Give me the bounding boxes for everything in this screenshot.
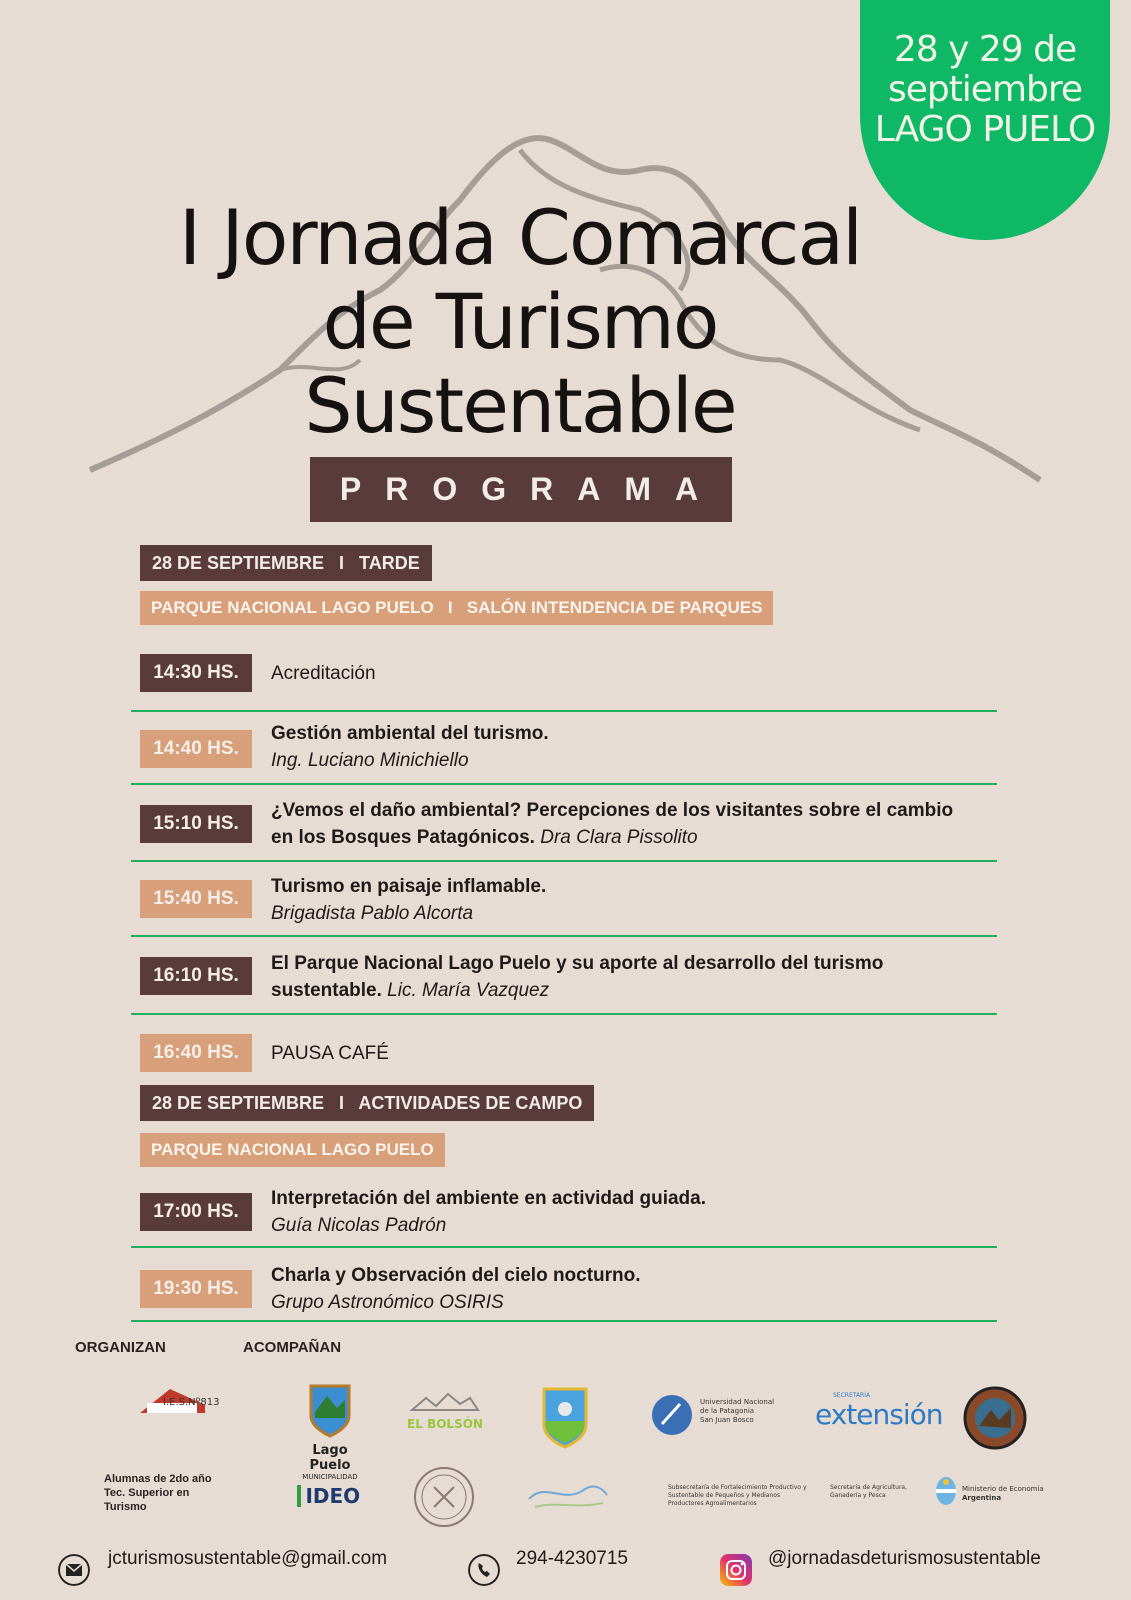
item-title: Charla y Observación del cielo nocturno. [271,1265,641,1286]
instagram-icon [720,1554,752,1586]
sub-line1: Subsecretaría de Fortalecimiento Productivo y [668,1484,807,1491]
email-icon [58,1554,90,1586]
item-speaker: Grupo Astronómico OSIRIS [271,1292,504,1313]
item-time: 16:10 HS. [140,957,252,995]
phone-icon [468,1554,500,1586]
title-line3: Sustentable [304,361,736,450]
unp-line2: de la Patagonia [700,1407,755,1415]
item-time: 14:40 HS. [140,730,252,768]
item-speaker: Lic. María Vazquez [387,980,550,1001]
ideo-text: IDEO [305,1484,361,1508]
badge-line3: LAGO PUELO [874,109,1096,150]
section2-location: PARQUE NACIONAL LAGO PUELO [140,1133,445,1167]
item-text: Acreditación [271,663,376,684]
min-line1: Ministerio de Economía [962,1485,1044,1493]
sub-line3: Productores Agroalimentarios [668,1500,757,1507]
divider [131,783,997,785]
lago-puelo-sub: MUNICIPALIDAD [302,1473,358,1481]
event-title [0,193,1040,450]
item-title: ¿Vemos el daño ambiental? Percepciones de los visitantes sobre el cambio en los Bosques Patagónicos. [271,800,954,848]
unp-line3: San Juan Bosco [700,1416,754,1424]
ies-logo [135,1385,220,1440]
item-title: Interpretación del ambiente en actividad guiada. [271,1188,706,1209]
item-time: 17:00 HS. [140,1193,252,1231]
agricultura-logo [830,1484,907,1500]
shield-logo [540,1385,590,1451]
section1-header: 28 DE SEPTIEMBRE I TARDE [140,545,432,581]
acompanan-label: ACOMPAÑAN [243,1339,342,1356]
footer-email[interactable]: jcturismosustentable@gmail.com [108,1548,388,1569]
ideo-logo [297,1484,360,1514]
item-time: 15:10 HS. [140,805,252,843]
item-time: 16:40 HS. [140,1034,252,1072]
divider [131,1013,997,1015]
item-title: Gestión ambiental del turismo. [271,723,549,744]
item-time: 15:40 HS. [140,880,252,918]
alumnas-credit [104,1472,212,1514]
section2-header: 28 DE SEPTIEMBRE I ACTIVIDADES DE CAMPO [140,1085,594,1121]
alumnas-line3: Turismo [104,1501,147,1513]
item-time: 19:30 HS. [140,1270,252,1308]
item-text: PAUSA CAFÉ [271,1043,389,1064]
subsecretaria-logo [668,1484,807,1508]
divider [131,1320,997,1322]
title-line2: de Turismo [322,277,718,366]
ministerio-logo [962,1485,1044,1503]
extension-top: SECRETARÍA [833,1392,871,1399]
organizan-label: ORGANIZAN [75,1339,166,1356]
title-line1: I Jornada Comarcal [178,193,862,282]
circle-emblem-logo [412,1465,476,1529]
item-speaker: Dra Clara Pissolito [540,827,698,848]
extension-logo [815,1392,943,1436]
item-speaker: Guía Nicolas Padrón [271,1215,447,1236]
extension-text: extensión [815,1398,943,1431]
badge-line1: 28 y 29 de [893,29,1077,70]
item-title: El Parque Nacional Lago Puelo y su aporte al desarrollo del turismo sustentable. [271,953,884,1001]
divider [131,710,997,712]
round-seal-logo [963,1386,1027,1450]
programa-banner: PROGRAMA [310,457,732,522]
item-title: Turismo en paisaje inflamable. [271,876,547,897]
unp-line1: Universidad Nacional [700,1398,775,1406]
item-speaker: Brigadista Pablo Alcorta [271,903,474,924]
argentina-emblem-icon [935,1476,957,1506]
el-bolson-text: EL BOLSÓN [407,1417,483,1431]
lago-puelo-logo [290,1382,370,1481]
badge-line2: septiembre [887,69,1083,110]
min-line2: Argentina [962,1494,1002,1502]
section1-location: PARQUE NACIONAL LAGO PUELO I SALÓN INTENDENCIA DE PARQUES [140,591,773,625]
footer-phone[interactable]: 294-4230715 [516,1548,628,1569]
el-bolson-logo [405,1392,485,1432]
epuyen-logo [525,1475,610,1515]
sub-line2: Sustentable de Pequeños y Medianos [668,1492,781,1499]
alumnas-line1: Alumnas de 2do año [104,1473,212,1485]
divider [131,860,997,862]
item-time: 14:30 HS. [140,654,252,692]
footer-instagram[interactable]: @jornadasdeturismosustentable [768,1548,1041,1569]
unp-logo [650,1390,800,1440]
ideo-bar-icon [297,1485,301,1507]
divider [131,1246,997,1248]
divider [131,935,997,937]
alumnas-line2: Tec. Superior en [104,1487,190,1499]
agri-line1: Secretaría de Agricultura, [830,1484,908,1491]
ies-logo-text: I.E.S.Nº813 [163,1397,220,1408]
item-speaker: Ing. Luciano Minichiello [271,750,469,771]
agri-line2: Ganadería y Pesca [830,1492,886,1499]
lago-puelo-text: Lago Puelo [309,1443,351,1473]
